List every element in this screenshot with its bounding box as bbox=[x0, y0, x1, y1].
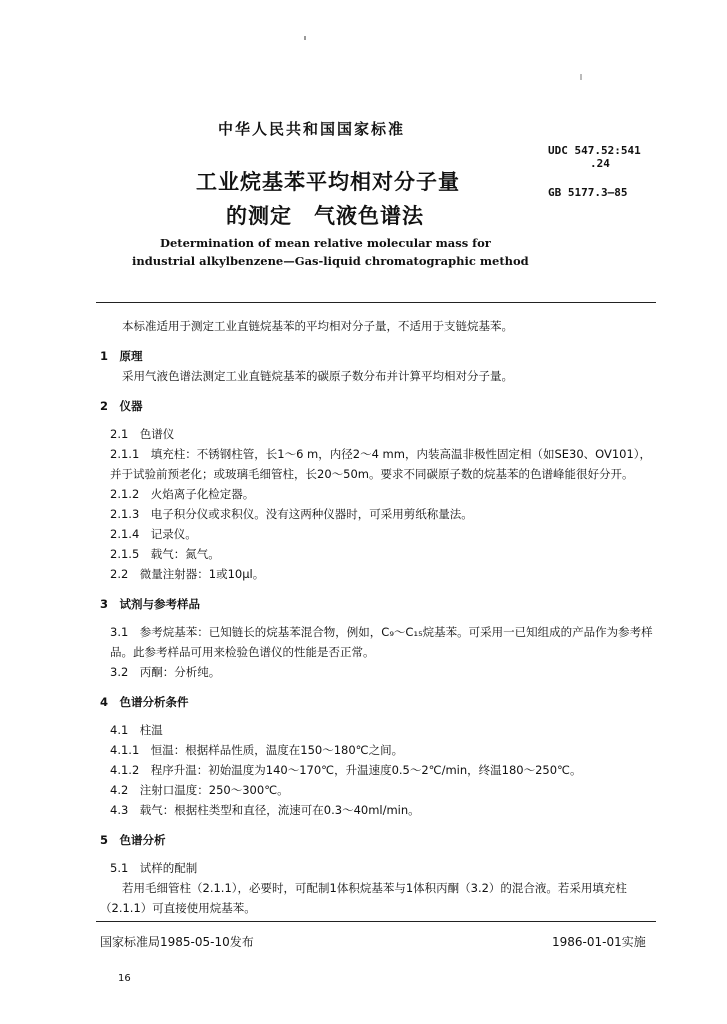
section-4-title: 4 色谱分析条件 bbox=[100, 695, 189, 709]
clause-2-1-1: 2.1.1 填充柱：不锈钢柱管，长1～6 m，内径2～4 mm，内装高温非极性固定相（如SE30、OV101），并于试验前预老化；或玻璃毛细管柱，长20～50m。要求不同碳原子数的烷基苯的色谱峰能很好分开。 bbox=[110, 447, 652, 481]
effective-date: 1986-01-01实施 bbox=[552, 935, 646, 949]
clause-5-1-text: 若用毛细管柱（2.1.1），必要时，可配制1体积烷基苯与1体积丙酮（3.2）的混合液。若采用填充柱（2.1.1）可直接使用烷基苯。 bbox=[100, 881, 627, 915]
clause-2-1-3: 2.1.3 电子积分仪或求积仪。没有这两种仪器时，可采用剪纸称量法。 bbox=[110, 507, 473, 521]
clause-5-1: 5.1 试样的配制 bbox=[110, 861, 198, 875]
clause-4-1-1: 4.1.1 恒温：根据样品性质，温度在150～180℃之间。 bbox=[110, 743, 404, 757]
footer-divider bbox=[96, 921, 656, 922]
section-5-title: 5 色谱分析 bbox=[100, 833, 166, 847]
udc-line-2: .24 bbox=[590, 157, 610, 170]
section-3-title: 3 试剂与参考样品 bbox=[100, 597, 201, 611]
header-divider bbox=[96, 302, 656, 303]
english-title-line-1: Determination of mean relative molecular mass for bbox=[160, 236, 491, 250]
issue-date: 国家标准局1985-05-10发布 bbox=[100, 935, 254, 949]
clause-4-2: 4.2 注射口温度：250～300℃。 bbox=[110, 783, 289, 797]
title-line-2: 的测定 气液色谱法 bbox=[226, 204, 424, 228]
english-title-line-2: industrial alkylbenzene—Gas-liquid chromatographic method bbox=[132, 254, 529, 268]
clause-2-2: 2.2 微量注射器：1或10μl。 bbox=[110, 567, 265, 581]
title-line-1: 工业烷基苯平均相对分子量 bbox=[196, 170, 460, 194]
udc-code bbox=[548, 144, 641, 170]
page-number: 16 bbox=[118, 973, 131, 984]
section-1-title: 1 原理 bbox=[100, 349, 143, 363]
clause-2-1-2: 2.1.2 火焰离子化检定器。 bbox=[110, 487, 255, 501]
organization-heading: 中华人民共和国国家标准 bbox=[218, 120, 406, 138]
udc-line-1: UDC 547.52:541 bbox=[548, 144, 641, 157]
clause-2-1: 2.1 色谱仪 bbox=[110, 427, 175, 441]
clause-3-2: 3.2 丙酮：分析纯。 bbox=[110, 665, 221, 679]
scan-speck bbox=[580, 74, 582, 80]
clause-2-1-4: 2.1.4 记录仪。 bbox=[110, 527, 197, 541]
section-2-title: 2 仪器 bbox=[100, 399, 143, 413]
clause-4-3: 4.3 载气：根据柱类型和直径，流速可在0.3～40ml/min。 bbox=[110, 803, 420, 817]
intro-paragraph: 本标准适用于测定工业直链烷基苯的平均相对分子量，不适用于支链烷基苯。 bbox=[122, 319, 513, 333]
clause-4-1-2: 4.1.2 程序升温：初始温度为140～170℃，升温速度0.5～2℃/min，终温180～250℃。 bbox=[110, 763, 582, 777]
clause-2-1-5: 2.1.5 载气：氮气。 bbox=[110, 547, 220, 561]
scan-speck bbox=[304, 36, 306, 40]
document-body bbox=[100, 316, 660, 918]
gb-number: GB 5177.3—85 bbox=[548, 186, 628, 199]
clause-3-1: 3.1 参考烷基苯：已知链长的烷基苯混合物，例如，C₉～C₁₅烷基苯。可采用一已知组成的产品作为参考样品。此参考样品可用来检验色谱仪的性能是否正常。 bbox=[110, 625, 653, 659]
section-1-text: 采用气液色谱法测定工业直链烷基苯的碳原子数分布并计算平均相对分子量。 bbox=[122, 369, 513, 383]
clause-4-1: 4.1 柱温 bbox=[110, 723, 163, 737]
